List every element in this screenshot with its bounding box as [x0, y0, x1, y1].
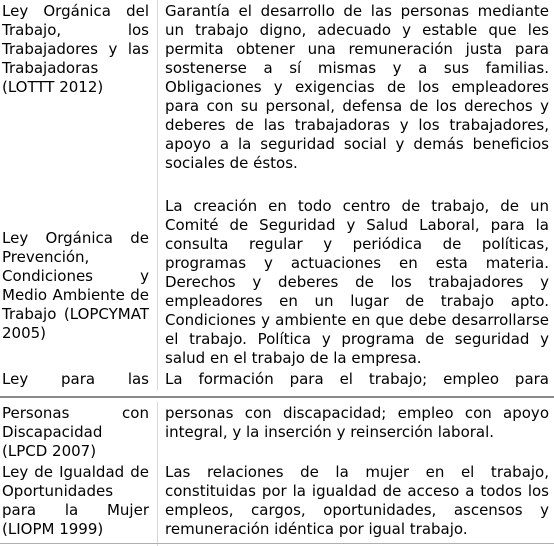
- column-divider: [157, 0, 158, 390]
- page-break-rule: [0, 396, 554, 398]
- law-description-lottt: Garantía el desarrollo de las personas mediante un trabajo digno, adecuado y estable que les permita obtener una remuneración justa para sostenerse a sí mismas y a sus familias. Obligaciones y exigencias de los empleadores para con su personal, defensa de los derechos y deberes de las trabajadoras y los trabajadores, apoyo a la seguridad social y demás beneficios sociales de éstos.: [165, 2, 549, 172]
- law-description-lopcymat: La creación en todo centro de trabajo, de un Comité de Seguridad y Salud Laboral, para la consulta regular y periódica de políticas, programas y actuaciones en esta materia. Derechos y deberes de los trabajadores y empleadores en un lugar de trabajo apto. Condiciones y ambiente en que debe desarrollarse el trabajo. Política y programa de seguridad y salud en el trabajo de la empresa.: [165, 197, 549, 367]
- column-divider-lower: [157, 402, 158, 546]
- law-name-lpcd: Personas con Discapacidad (LPCD 2007): [2, 404, 149, 460]
- law-name-lopcymat: Ley Orgánica de Prevención, Condiciones y Medio Ambiente de Trabajo (LOPCYMAT 2005): [2, 229, 149, 342]
- law-name-lottt: Ley Orgánica del Trabajo, los Trabajadores y las Trabajadoras (LOTTT 2012): [2, 2, 149, 96]
- law-name-liopm: Ley de Igualdad de Oportunidades para la Mujer (LIOPM 1999): [2, 463, 149, 538]
- law-description-liopm: Las relaciones de la mujer en el trabajo, constituidas por la igualdad de acceso a todos los empleos, cargos, oportunidades, ascensos y remuneración idéntica por igual trabajo.: [165, 463, 549, 538]
- law-name-lpcd-start: Ley para las: [2, 370, 149, 388]
- law-description-lpcd-start: La formación para el trabajo; empleo para: [165, 370, 549, 388]
- law-description-lpcd: personas con discapacidad; empleo con apoyo integral, y la inserción y reinserción laboral.: [165, 404, 549, 441]
- table-bottom-border: [0, 543, 554, 544]
